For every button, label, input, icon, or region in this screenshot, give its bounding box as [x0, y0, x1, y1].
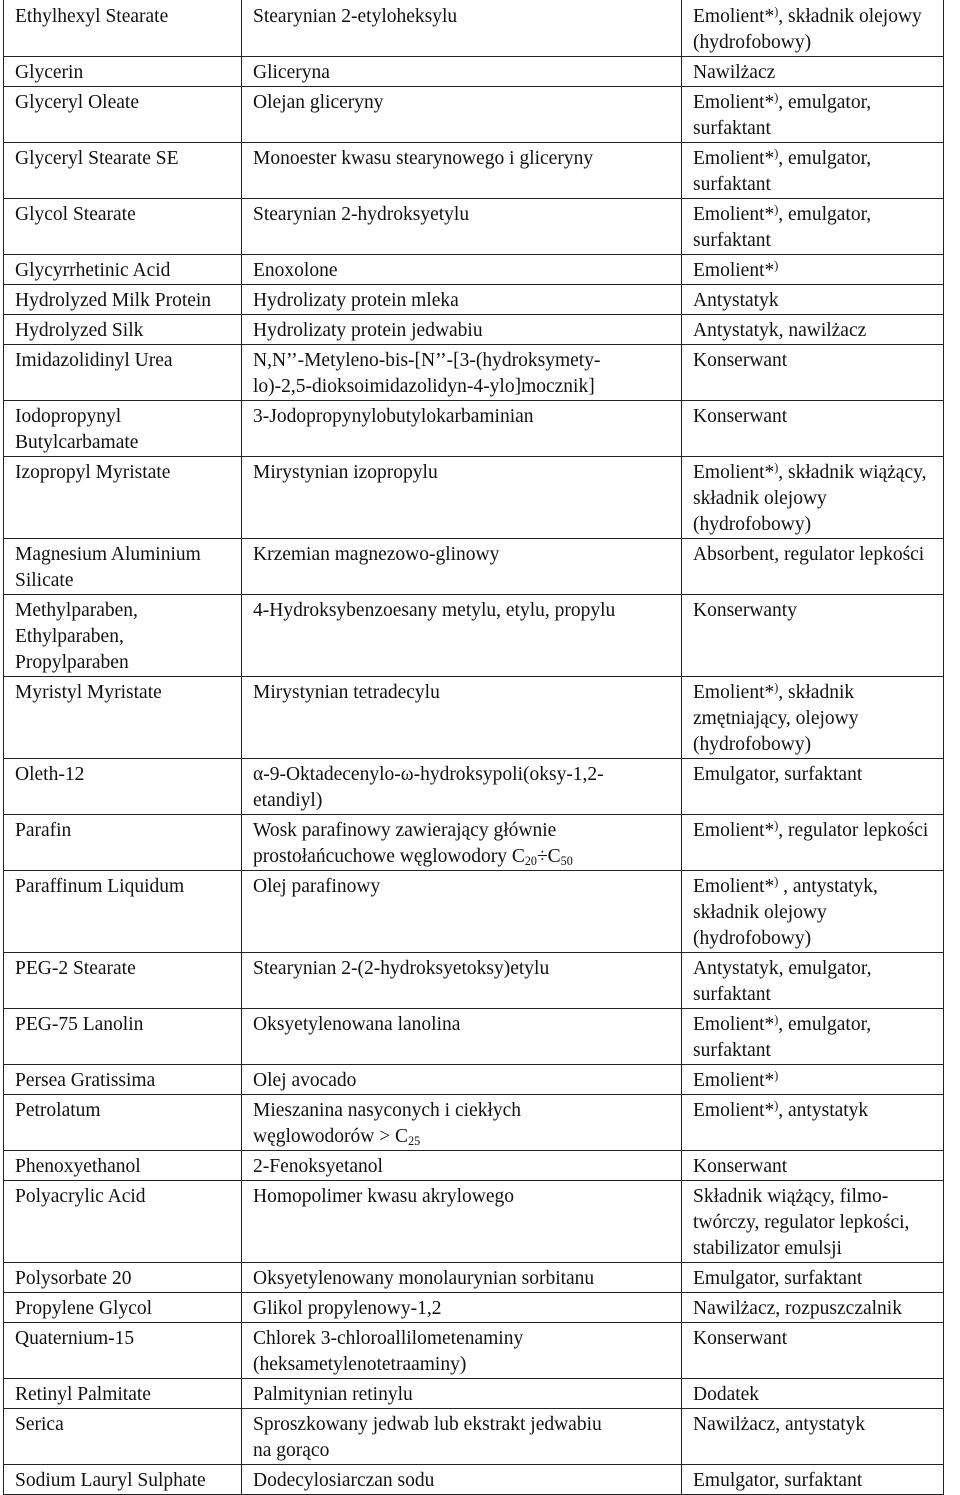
- inci-name-cell: Magnesium Aluminium Silicate: [4, 539, 242, 595]
- function-cell: Dodatek: [682, 1379, 944, 1409]
- function-cell: Emolient*) , antystatyk, składnik olejowy (hydrofobowy): [682, 871, 944, 953]
- polish-name-cell: Olejan gliceryny: [242, 87, 682, 143]
- polish-name-cell: Monoester kwasu stearynowego i gliceryny: [242, 143, 682, 199]
- polish-name-cell: Mieszanina nasyconych i ciekłych węglowodorów > $C_{25}$: [242, 1095, 682, 1151]
- function-cell: Emolient*), antystatyk: [682, 1095, 944, 1151]
- inci-name-cell: Retinyl Palmitate: [4, 1379, 242, 1409]
- polish-name-cell: Gliceryna: [242, 57, 682, 87]
- polish-name-cell: Hydrolizaty protein jedwabiu: [242, 315, 682, 345]
- table-row: [4, 199, 944, 255]
- polish-name-cell: Wosk parafinowy zawierający głównie prostołańcuchowe węglowodory $C_{20}\div C_{50}$: [242, 815, 682, 871]
- inci-name-cell: Quaternium-15: [4, 1323, 242, 1379]
- inci-name-cell: Petrolatum: [4, 1095, 242, 1151]
- function-cell: Nawilżacz, rozpuszczalnik: [682, 1293, 944, 1323]
- table-row: [4, 1095, 944, 1151]
- table-body: [4, 0, 944, 1495]
- ingredients-table: [3, 0, 944, 1495]
- function-cell: Emolient*), regulator lepkości: [682, 815, 944, 871]
- polish-name-cell: Stearynian 2-etyloheksylu: [242, 0, 682, 57]
- polish-name-cell: Enoxolone: [242, 255, 682, 285]
- table-row: [4, 0, 944, 57]
- table-row: [4, 539, 944, 595]
- table-row: [4, 57, 944, 87]
- function-cell: Antystatyk, nawilżacz: [682, 315, 944, 345]
- inci-name-cell: PEG-2 Stearate: [4, 953, 242, 1009]
- inci-name-cell: Izopropyl Myristate: [4, 457, 242, 539]
- inci-name-cell: Glycerin: [4, 57, 242, 87]
- table-row: [4, 255, 944, 285]
- inci-name-cell: Hydrolyzed Silk: [4, 315, 242, 345]
- table-row: [4, 1465, 944, 1495]
- function-cell: Antystatyk, emulgator, surfaktant: [682, 953, 944, 1009]
- inci-name-cell: Ethylhexyl Stearate: [4, 0, 242, 57]
- function-cell: Emolient*), składnik zmętniający, olejowy (hydrofobowy): [682, 677, 944, 759]
- table-row: [4, 1009, 944, 1065]
- polish-name-cell: Olej avocado: [242, 1065, 682, 1095]
- polish-name-cell: Glikol propylenowy-1,2: [242, 1293, 682, 1323]
- polish-name-cell: Stearynian 2-(2-hydroksyetoksy)etylu: [242, 953, 682, 1009]
- table-row: [4, 1181, 944, 1263]
- function-cell: Emolient*), składnik wiążący, składnik olejowy (hydrofobowy): [682, 457, 944, 539]
- inci-name-cell: Glyceryl Oleate: [4, 87, 242, 143]
- table-row: [4, 1409, 944, 1465]
- table-row: [4, 677, 944, 759]
- table-row: [4, 759, 944, 815]
- function-cell: Nawilżacz: [682, 57, 944, 87]
- function-cell: Antystatyk: [682, 285, 944, 315]
- table-row: [4, 1379, 944, 1409]
- table-row: [4, 285, 944, 315]
- inci-name-cell: Iodopropynyl Butylcarbamate: [4, 401, 242, 457]
- function-cell: Emolient*), emulgator, surfaktant: [682, 87, 944, 143]
- inci-name-cell: Phenoxyethanol: [4, 1151, 242, 1181]
- function-cell: Emulgator, surfaktant: [682, 1465, 944, 1495]
- function-cell: Emolient*), emulgator, surfaktant: [682, 199, 944, 255]
- inci-name-cell: Polyacrylic Acid: [4, 1181, 242, 1263]
- table-row: [4, 871, 944, 953]
- table-row: [4, 1151, 944, 1181]
- function-cell: Składnik wiążący, filmo- twórczy, regulator lepkości, stabilizator emulsji: [682, 1181, 944, 1263]
- inci-name-cell: Parafin: [4, 815, 242, 871]
- function-cell: Emolient*): [682, 255, 944, 285]
- polish-name-cell: Hydrolizaty protein mleka: [242, 285, 682, 315]
- function-cell: Konserwant: [682, 345, 944, 401]
- polish-name-cell: Palmitynian retinylu: [242, 1379, 682, 1409]
- polish-name-cell: Chlorek 3-chloroallilometenaminy (heksametylenotetraaminy): [242, 1323, 682, 1379]
- inci-name-cell: Propylene Glycol: [4, 1293, 242, 1323]
- function-cell: Konserwanty: [682, 595, 944, 677]
- inci-name-cell: Myristyl Myristate: [4, 677, 242, 759]
- inci-name-cell: Persea Gratissima: [4, 1065, 242, 1095]
- table-row: [4, 815, 944, 871]
- function-cell: Emulgator, surfaktant: [682, 1263, 944, 1293]
- table-row: [4, 401, 944, 457]
- inci-name-cell: Glycyrrhetinic Acid: [4, 255, 242, 285]
- inci-name-cell: Oleth-12: [4, 759, 242, 815]
- inci-name-cell: Imidazolidinyl Urea: [4, 345, 242, 401]
- function-cell: Emulgator, surfaktant: [682, 759, 944, 815]
- polish-name-cell: Homopolimer kwasu akrylowego: [242, 1181, 682, 1263]
- polish-name-cell: Oksyetylenowany monolaurynian sorbitanu: [242, 1263, 682, 1293]
- table-row: [4, 345, 944, 401]
- polish-name-cell: N,N’’-Metyleno-bis-[N’’-[3-(hydroksymety- lo)-2,5-dioksoimidazolidyn-4-ylo]mocznik]: [242, 345, 682, 401]
- function-cell: Konserwant: [682, 401, 944, 457]
- polish-name-cell: Mirystynian tetradecylu: [242, 677, 682, 759]
- polish-name-cell: 2-Fenoksyetanol: [242, 1151, 682, 1181]
- inci-name-cell: Methylparaben, Ethylparaben, Propylparaben: [4, 595, 242, 677]
- inci-name-cell: Polysorbate 20: [4, 1263, 242, 1293]
- function-cell: Nawilżacz, antystatyk: [682, 1409, 944, 1465]
- polish-name-cell: Oksyetylenowana lanolina: [242, 1009, 682, 1065]
- polish-name-cell: α-9-Oktadecenylo-ω-hydroksypoli(oksy-1,2- etandiyl): [242, 759, 682, 815]
- table-row: [4, 143, 944, 199]
- function-cell: Emolient*), emulgator, surfaktant: [682, 143, 944, 199]
- table-row: [4, 1293, 944, 1323]
- polish-name-cell: Stearynian 2-hydroksyetylu: [242, 199, 682, 255]
- table-row: [4, 953, 944, 1009]
- inci-name-cell: Hydrolyzed Milk Protein: [4, 285, 242, 315]
- function-cell: Emolient*), składnik olejowy (hydrofobowy): [682, 0, 944, 57]
- table-row: [4, 457, 944, 539]
- function-cell: Emolient*), emulgator, surfaktant: [682, 1009, 944, 1065]
- polish-name-cell: 3-Jodopropynylobutylokarbaminian: [242, 401, 682, 457]
- function-cell: Absorbent, regulator lepkości: [682, 539, 944, 595]
- table-row: [4, 315, 944, 345]
- inci-name-cell: PEG-75 Lanolin: [4, 1009, 242, 1065]
- inci-name-cell: Glyceryl Stearate SE: [4, 143, 242, 199]
- polish-name-cell: Mirystynian izopropylu: [242, 457, 682, 539]
- inci-name-cell: Sodium Lauryl Sulphate: [4, 1465, 242, 1495]
- inci-name-cell: Paraffinum Liquidum: [4, 871, 242, 953]
- function-cell: Konserwant: [682, 1151, 944, 1181]
- polish-name-cell: Krzemian magnezowo-glinowy: [242, 539, 682, 595]
- polish-name-cell: Olej parafinowy: [242, 871, 682, 953]
- polish-name-cell: Dodecylosiarczan sodu: [242, 1465, 682, 1495]
- inci-name-cell: Serica: [4, 1409, 242, 1465]
- table-row: [4, 595, 944, 677]
- polish-name-cell: Sproszkowany jedwab lub ekstrakt jedwabiu na gorąco: [242, 1409, 682, 1465]
- function-cell: Konserwant: [682, 1323, 944, 1379]
- table-row: [4, 87, 944, 143]
- table-row: [4, 1065, 944, 1095]
- function-cell: Emolient*): [682, 1065, 944, 1095]
- polish-name-cell: 4-Hydroksybenzoesany metylu, etylu, propylu: [242, 595, 682, 677]
- inci-name-cell: Glycol Stearate: [4, 199, 242, 255]
- table-row: [4, 1263, 944, 1293]
- table-row: [4, 1323, 944, 1379]
